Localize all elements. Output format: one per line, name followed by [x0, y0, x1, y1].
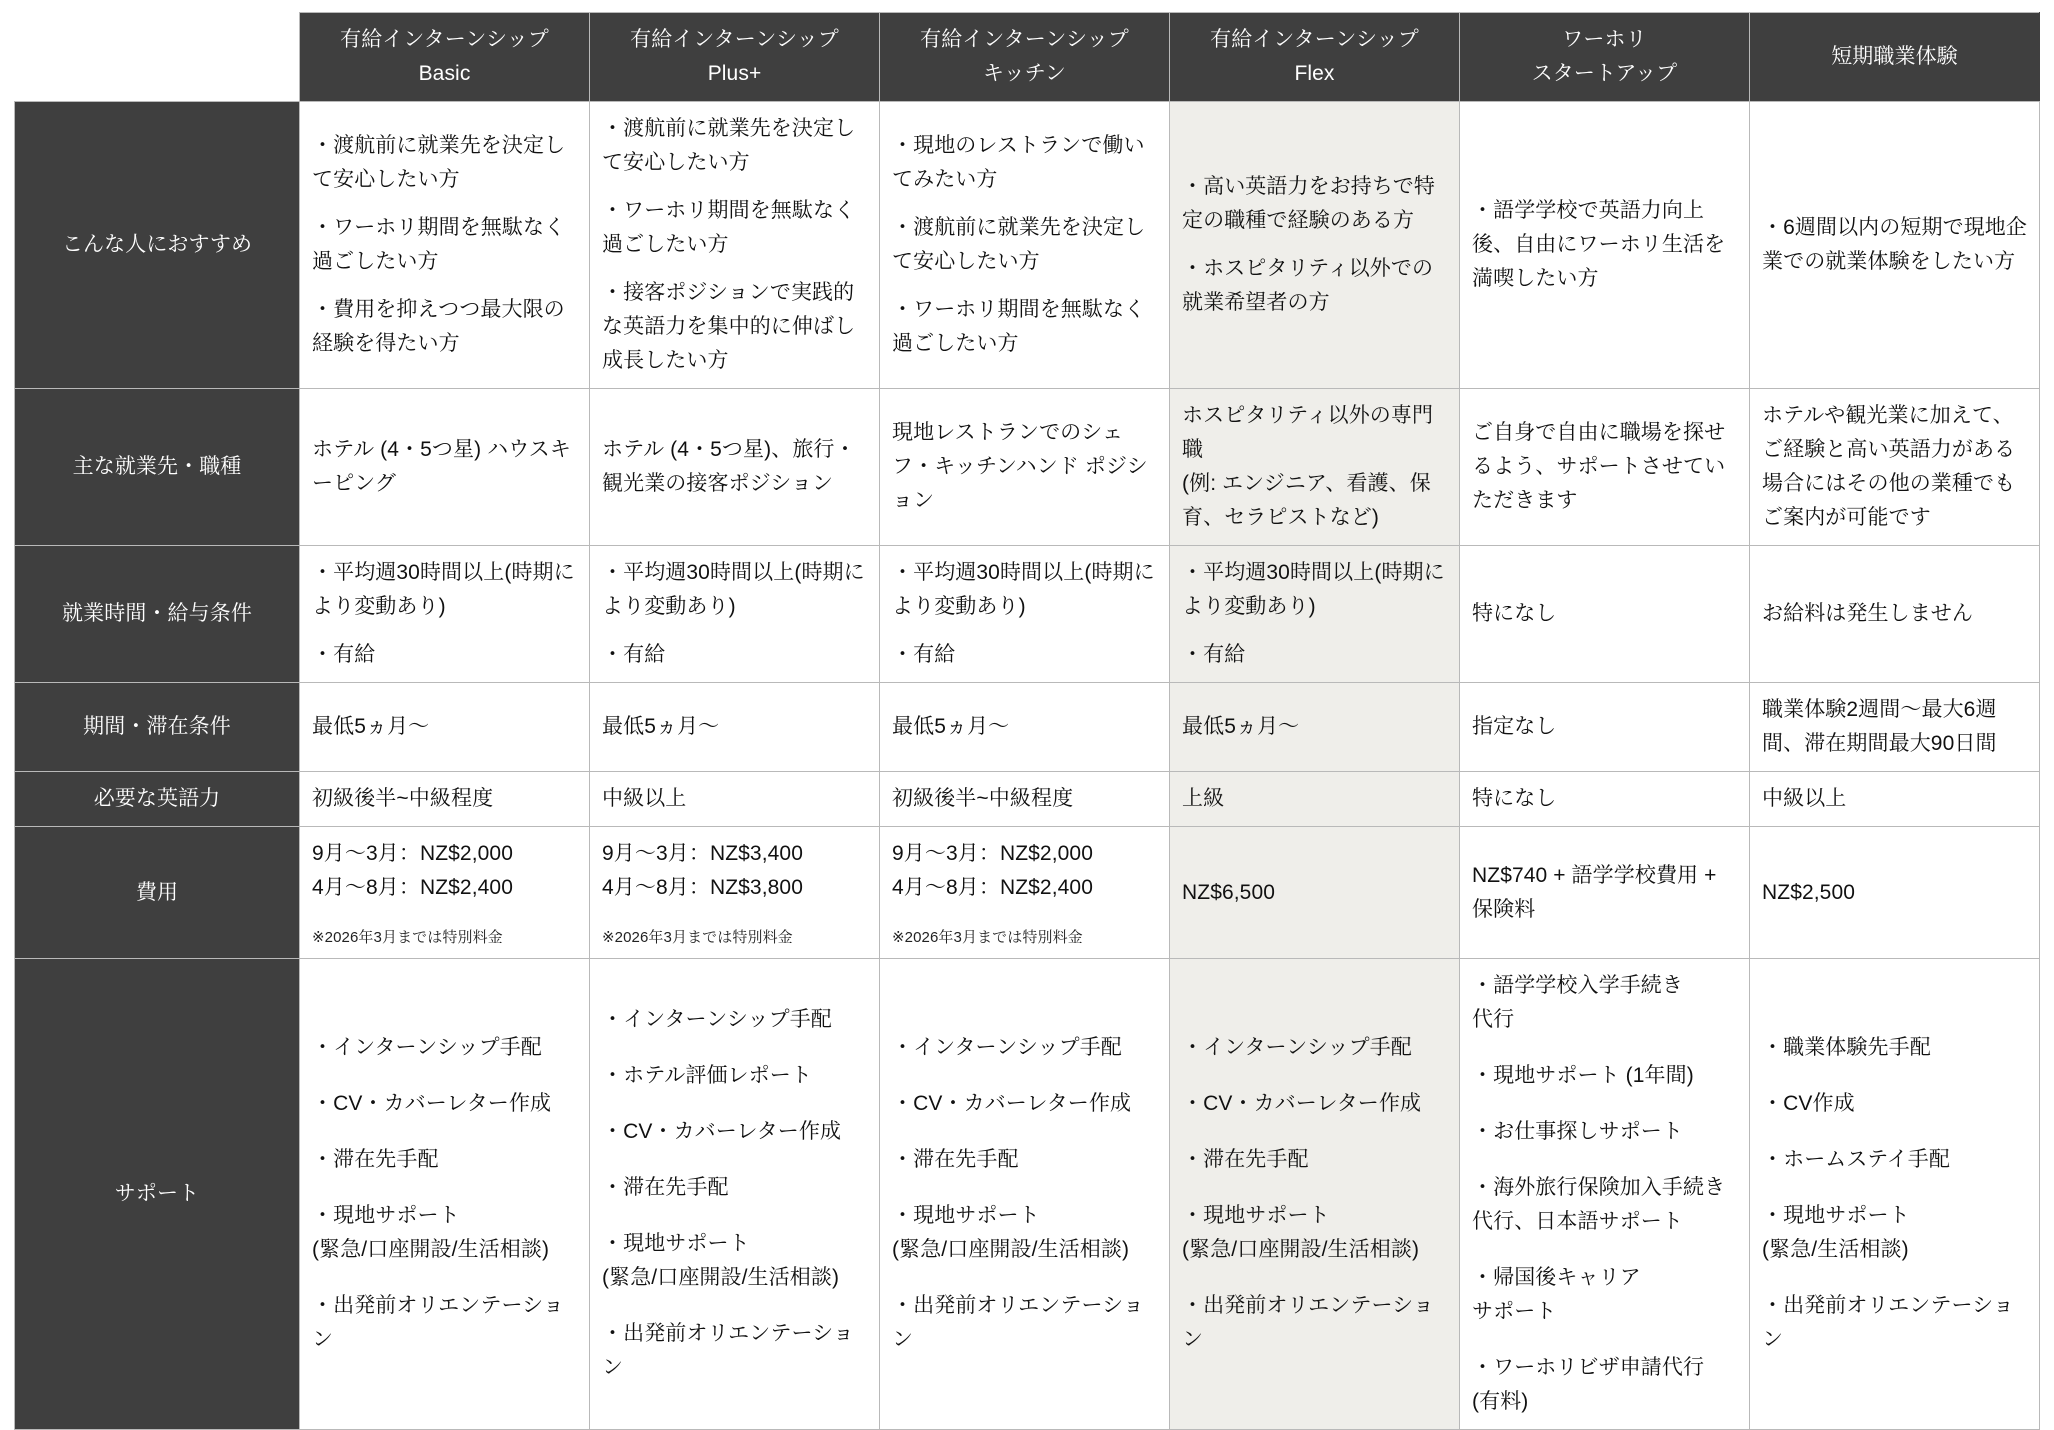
cell-line: ホテルや観光業に加えて、ご経験と高い英語力がある場合にはその他の業種でもご案内が可能です: [1762, 404, 2016, 530]
table-row: [15, 389, 2040, 546]
cell-line: 職業体験2週間〜最大6週間、滞在期間最大90日間: [1762, 698, 1997, 756]
cell-line: ・6週間以内の短期で現地企業での就業体験をしたい方: [1762, 216, 2027, 274]
program-comparison-table: [14, 12, 2040, 1430]
cell-line: ・CV・カバーレター作成: [312, 1092, 552, 1116]
cell-line: NZ$740 + 語学学校費用 + 保険料: [1472, 863, 1717, 921]
cell-content: [602, 556, 867, 672]
cell-kitchen-2: [880, 389, 1170, 546]
column-header-basic: [300, 13, 590, 102]
cell-short-5: [1750, 772, 2040, 827]
cell-content: [602, 837, 867, 948]
table-body: [15, 102, 2040, 1430]
cell-line: 4月〜8月：NZ$2,400: [312, 876, 513, 900]
cell-kitchen-3: [880, 546, 1170, 683]
cell-line: ・有給: [892, 643, 956, 667]
cell-basic-1: [300, 102, 590, 389]
cell-line: 最低5ヵ月〜: [892, 715, 1010, 739]
cell-short-7: [1750, 959, 2040, 1430]
cell-content: [892, 837, 1157, 948]
cell-plus-5: [590, 772, 880, 827]
cell-line: 初級後半~中級程度: [312, 787, 494, 811]
cell-line: ・ホームステイ手配: [1762, 1148, 1951, 1172]
cell-line: ・ワーホリビザ申請代行 (有料): [1472, 1356, 1705, 1414]
cell-line: ・現地サポート (緊急/口座開設/生活相談): [1182, 1204, 1420, 1262]
cell-startup-5: [1460, 772, 1750, 827]
cell-line: ・ワーホリ期間を無駄なく過ごしたい方: [312, 216, 566, 274]
cell-content: [312, 433, 577, 501]
cell-basic-4: [300, 683, 590, 772]
cell-content: [1762, 782, 2027, 816]
cell-startup-1: [1460, 102, 1750, 389]
column-header-flex: [1170, 13, 1460, 102]
cell-line: ・帰国後キャリア サポート: [1472, 1266, 1641, 1324]
cell-line: 9月〜3月：NZ$2,000: [892, 842, 1093, 866]
cell-content: [1472, 782, 1737, 816]
cell-content: [1472, 416, 1737, 518]
cell-content: [1762, 211, 2027, 279]
cell-content: [1182, 556, 1447, 672]
cell-short-2: [1750, 389, 2040, 546]
cell-line: (例: エンジニア、看護、保育、セラピストなど): [1182, 472, 1431, 530]
cell-content: [312, 129, 577, 361]
cell-line: ホスピタリティ以外の専門職: [1182, 404, 1434, 462]
cell-note: ※2026年3月までは特別料金: [602, 929, 793, 947]
cell-kitchen-6: [880, 827, 1170, 959]
cell-line: ・ワーホリ期間を無駄なく過ごしたい方: [892, 298, 1146, 356]
cell-line: 初級後半~中級程度: [892, 787, 1074, 811]
cell-note: ※2026年3月までは特別料金: [312, 929, 503, 947]
cell-content: [602, 433, 867, 501]
cell-plus-7: [590, 959, 880, 1430]
cell-content: [312, 837, 577, 948]
cell-line: ・滞在先手配: [602, 1176, 729, 1200]
cell-content: [312, 782, 577, 816]
header-corner-cell: [15, 13, 300, 102]
cell-content: [1472, 597, 1737, 631]
cell-line: ・CV・カバーレター作成: [602, 1120, 842, 1144]
cell-startup-6: [1460, 827, 1750, 959]
cell-line: ・CV作成: [1762, 1092, 1855, 1116]
cell-line: ・CV・カバーレター作成: [892, 1092, 1132, 1116]
cell-line: ・海外旅行保険加入手続き代行、日本語サポート: [1472, 1176, 1726, 1234]
cell-line: 最低5ヵ月〜: [602, 715, 720, 739]
cell-line: 9月〜3月：NZ$3,400: [602, 842, 803, 866]
cell-line: ・ホスピタリティ以外での就業希望者の方: [1182, 257, 1434, 315]
cell-line: NZ$2,500: [1762, 880, 1856, 904]
cell-line: ・平均週30時間以上(時期により変動あり): [1182, 561, 1445, 619]
header-row: [15, 13, 2040, 102]
cell-line: NZ$6,500: [1182, 880, 1276, 904]
cell-line: 指定なし: [1472, 715, 1557, 739]
cell-line: ・現地サポート (緊急/口座開設/生活相談): [602, 1232, 840, 1290]
cell-line: ・渡航前に就業先を決定して安心したい方: [892, 216, 1146, 274]
cell-line: ・出発前オリエンテーション: [602, 1322, 854, 1380]
cell-content: [602, 112, 867, 378]
cell-flex-4: [1170, 683, 1460, 772]
cell-line: ・現地サポート (緊急/口座開設/生活相談): [312, 1204, 550, 1262]
cell-line: 最低5ヵ月〜: [312, 715, 430, 739]
table-row: [15, 772, 2040, 827]
column-header-plus: [590, 13, 880, 102]
cell-content: [892, 710, 1157, 744]
cell-note: ※2026年3月までは特別料金: [892, 929, 1083, 947]
cell-content: [602, 1003, 867, 1385]
column-header-kitchen-line2: キッチン: [983, 62, 1066, 86]
cell-line: ・ホテル評価レポート: [602, 1064, 812, 1088]
cell-flex-7: [1170, 959, 1460, 1430]
cell-line: ・渡航前に就業先を決定して安心したい方: [312, 134, 566, 192]
cell-content: [892, 129, 1157, 361]
cell-line: 中級以上: [602, 787, 687, 811]
cell-line: ・CV・カバーレター作成: [1182, 1092, 1422, 1116]
cell-line: ・出発前オリエンテーション: [1182, 1294, 1434, 1352]
cell-content: [312, 710, 577, 744]
cell-line: ・インターンシップ手配: [602, 1008, 832, 1032]
cell-short-1: [1750, 102, 2040, 389]
cell-line: ・ワーホリ期間を無駄なく過ごしたい方: [602, 199, 856, 257]
column-header-kitchen-line1: 有給インターンシップ: [920, 28, 1129, 51]
cell-basic-7: [300, 959, 590, 1430]
cell-content: [1182, 399, 1447, 535]
cell-kitchen-1: [880, 102, 1170, 389]
cell-content: [1762, 693, 2027, 761]
cell-content: [1182, 876, 1447, 910]
cell-content: [892, 556, 1157, 672]
cell-line: お給料は発生しません: [1762, 602, 1973, 626]
cell-line: ・現地サポート (緊急/生活相談): [1762, 1204, 1910, 1262]
cell-line: ・滞在先手配: [1182, 1148, 1309, 1172]
row-label-6: 費用: [15, 827, 300, 959]
cell-line: 現地レストランでのシェフ・キッチンハンド ポジション: [892, 421, 1148, 513]
cell-content: [1182, 1031, 1447, 1357]
cell-line: ・平均週30時間以上(時期により変動あり): [312, 561, 575, 619]
cell-line: 上級: [1182, 787, 1225, 811]
cell-line: 4月〜8月：NZ$2,400: [892, 876, 1093, 900]
cell-line: ・有給: [312, 643, 376, 667]
cell-line: 9月〜3月：NZ$2,000: [312, 842, 513, 866]
table-row: [15, 102, 2040, 389]
cell-line: ・出発前オリエンテーション: [312, 1294, 564, 1352]
cell-basic-6: [300, 827, 590, 959]
column-header-startup-line1: ワーホリ: [1562, 28, 1647, 51]
cell-line: ・インターンシップ手配: [312, 1036, 542, 1060]
table-row: [15, 959, 2040, 1430]
cell-line: ・平均週30時間以上(時期により変動あり): [602, 561, 865, 619]
cell-content: [1182, 170, 1447, 320]
cell-line: ・有給: [602, 643, 666, 667]
cell-kitchen-7: [880, 959, 1170, 1430]
cell-line: ・職業体験先手配: [1762, 1036, 1931, 1060]
cell-content: [1762, 1031, 2027, 1357]
row-label-5: 必要な英語力: [15, 772, 300, 827]
cell-flex-6: [1170, 827, 1460, 959]
cell-content: [1182, 782, 1447, 816]
row-label-4: 期間・滞在条件: [15, 683, 300, 772]
cell-startup-3: [1460, 546, 1750, 683]
cell-content: [1472, 194, 1737, 296]
cell-line: ・費用を抑えつつ最大限の経験を得たい方: [312, 298, 565, 356]
cell-content: [312, 556, 577, 672]
cell-line: ・滞在先手配: [312, 1148, 439, 1172]
cell-line: ・有給: [1182, 643, 1246, 667]
cell-plus-3: [590, 546, 880, 683]
cell-content: [892, 416, 1157, 518]
row-label-7: サポート: [15, 959, 300, 1430]
cell-line: ・語学学校入学手続き 代行: [1472, 974, 1683, 1032]
cell-short-3: [1750, 546, 2040, 683]
cell-kitchen-4: [880, 683, 1170, 772]
column-header-startup-line2: スタートアップ: [1531, 62, 1678, 86]
cell-startup-2: [1460, 389, 1750, 546]
cell-line: ・滞在先手配: [892, 1148, 1019, 1172]
cell-basic-3: [300, 546, 590, 683]
cell-line: ・語学学校で英語力向上後、自由にワーホリ生活を満喫したい方: [1472, 199, 1726, 291]
cell-line: 特になし: [1472, 602, 1557, 626]
cell-line: ご自身で自由に職場を探せるよう、サポートさせていただきます: [1472, 421, 1726, 513]
cell-line: ・渡航前に就業先を決定して安心したい方: [602, 117, 856, 175]
table-row: [15, 827, 2040, 959]
cell-flex-3: [1170, 546, 1460, 683]
column-header-flex-line1: 有給インターンシップ: [1210, 28, 1419, 51]
column-header-basic-line2: Basic: [418, 62, 471, 86]
cell-line: ・出発前オリエンテーション: [892, 1294, 1144, 1352]
table-row: [15, 546, 2040, 683]
cell-content: [1472, 969, 1737, 1419]
cell-content: [312, 1031, 577, 1357]
cell-line: ・現地のレストランで働いてみたい方: [892, 134, 1145, 192]
cell-content: [892, 782, 1157, 816]
row-label-3: 就業時間・給与条件: [15, 546, 300, 683]
column-header-short-line1: 短期職業体験: [1831, 45, 1958, 68]
table-row: [15, 683, 2040, 772]
cell-line: 4月〜8月：NZ$3,800: [602, 876, 803, 900]
cell-basic-2: [300, 389, 590, 546]
row-label-2: 主な就業先・職種: [15, 389, 300, 546]
column-header-short: [1750, 13, 2040, 102]
cell-content: [1182, 710, 1447, 744]
cell-content: [602, 782, 867, 816]
cell-startup-4: [1460, 683, 1750, 772]
row-label-1: こんな人におすすめ: [15, 102, 300, 389]
cell-line: 特になし: [1472, 787, 1557, 811]
cell-line: 最低5ヵ月〜: [1182, 715, 1300, 739]
cell-line: ・平均週30時間以上(時期により変動あり): [892, 561, 1155, 619]
cell-line: ホテル (4・5つ星) ハウスキーピング: [312, 438, 571, 496]
cell-line: ・現地サポート (緊急/口座開設/生活相談): [892, 1204, 1130, 1262]
cell-line: ホテル (4・5つ星)、旅行・観光業の接客ポジション: [602, 438, 856, 496]
cell-content: [1762, 399, 2027, 535]
cell-kitchen-5: [880, 772, 1170, 827]
column-header-plus-line2: Plus+: [707, 62, 762, 86]
column-header-plus-line1: 有給インターンシップ: [630, 28, 839, 51]
cell-startup-7: [1460, 959, 1750, 1430]
cell-content: [1762, 876, 2027, 910]
column-header-startup: [1460, 13, 1750, 102]
column-header-kitchen: [880, 13, 1170, 102]
cell-plus-4: [590, 683, 880, 772]
table-header: [15, 13, 2040, 102]
column-header-flex-line2: Flex: [1294, 62, 1335, 86]
cell-content: [1762, 597, 2027, 631]
cell-short-4: [1750, 683, 2040, 772]
column-header-basic-line1: 有給インターンシップ: [340, 28, 549, 51]
cell-plus-2: [590, 389, 880, 546]
cell-line: ・高い英語力をお持ちで特定の職種で経験のある方: [1182, 175, 1435, 233]
cell-line: ・現地サポート (1年間): [1472, 1064, 1694, 1088]
cell-flex-1: [1170, 102, 1460, 389]
cell-content: [892, 1031, 1157, 1357]
cell-short-6: [1750, 827, 2040, 959]
cell-content: [1472, 710, 1737, 744]
cell-line: ・インターンシップ手配: [1182, 1036, 1412, 1060]
cell-line: ・接客ポジションで実践的な英語力を集中的に伸ばし成長したい方: [602, 281, 856, 373]
cell-flex-5: [1170, 772, 1460, 827]
cell-basic-5: [300, 772, 590, 827]
cell-line: ・出発前オリエンテーション: [1762, 1294, 2014, 1352]
cell-plus-6: [590, 827, 880, 959]
cell-plus-1: [590, 102, 880, 389]
cell-line: ・お仕事探しサポート: [1472, 1120, 1683, 1144]
cell-content: [602, 710, 867, 744]
cell-content: [1472, 859, 1737, 927]
cell-flex-2: [1170, 389, 1460, 546]
cell-line: ・インターンシップ手配: [892, 1036, 1122, 1060]
cell-line: 中級以上: [1762, 787, 1847, 811]
